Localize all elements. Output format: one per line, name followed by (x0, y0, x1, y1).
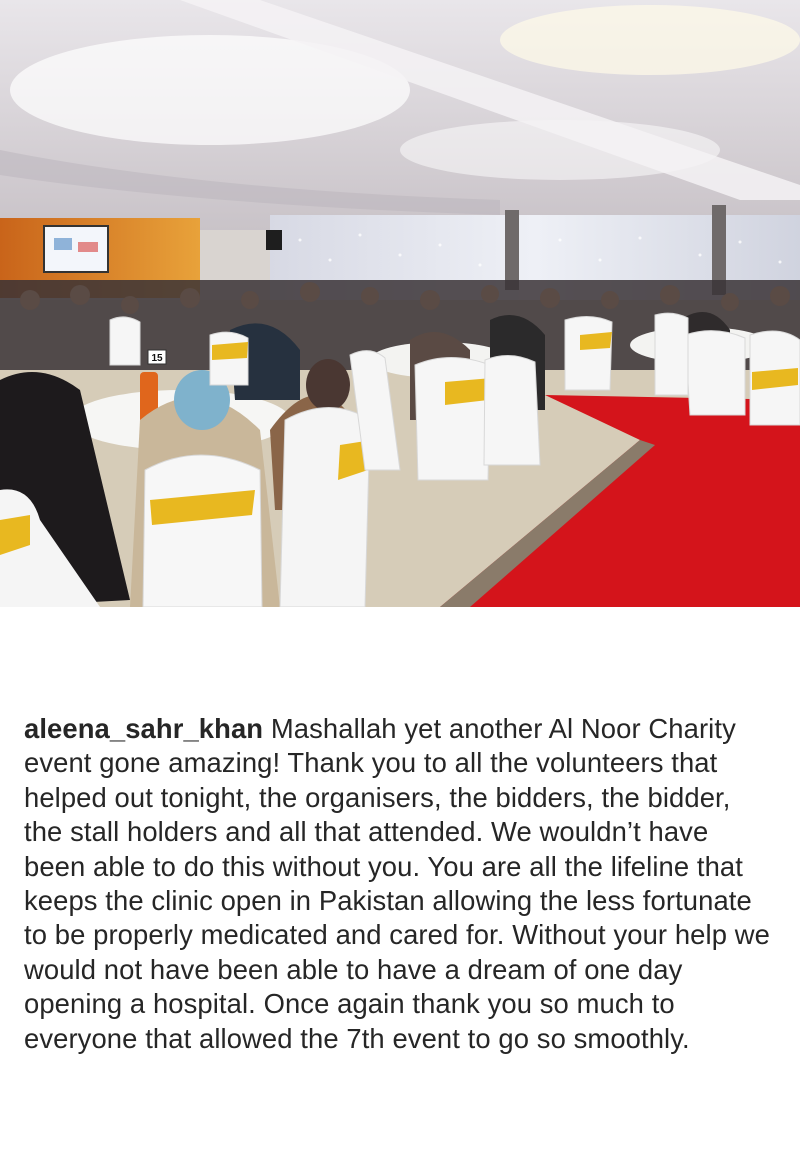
post-caption (24, 712, 776, 1056)
caption-username[interactable]: aleena_sahr_khan (24, 713, 264, 744)
caption-text: Mashallah yet another Al Noor Charity event gone amazing! Thank you to all the volunteers that helped out tonight, the organisers, the bidders, the bidder, the stall holders and all that attended. We wouldn’t have been able to do this without you. You are all the lifeline that keeps the clinic open in Pakistan allowing the less fortunate to be properly medicated and cared for. Without your help we would not have been able to have a dream of one day opening a hospital. Once again thank you so much to everyone that allowed the 7th event to go so smoothly. (24, 713, 770, 1054)
table-number-card: 15 (151, 353, 163, 364)
